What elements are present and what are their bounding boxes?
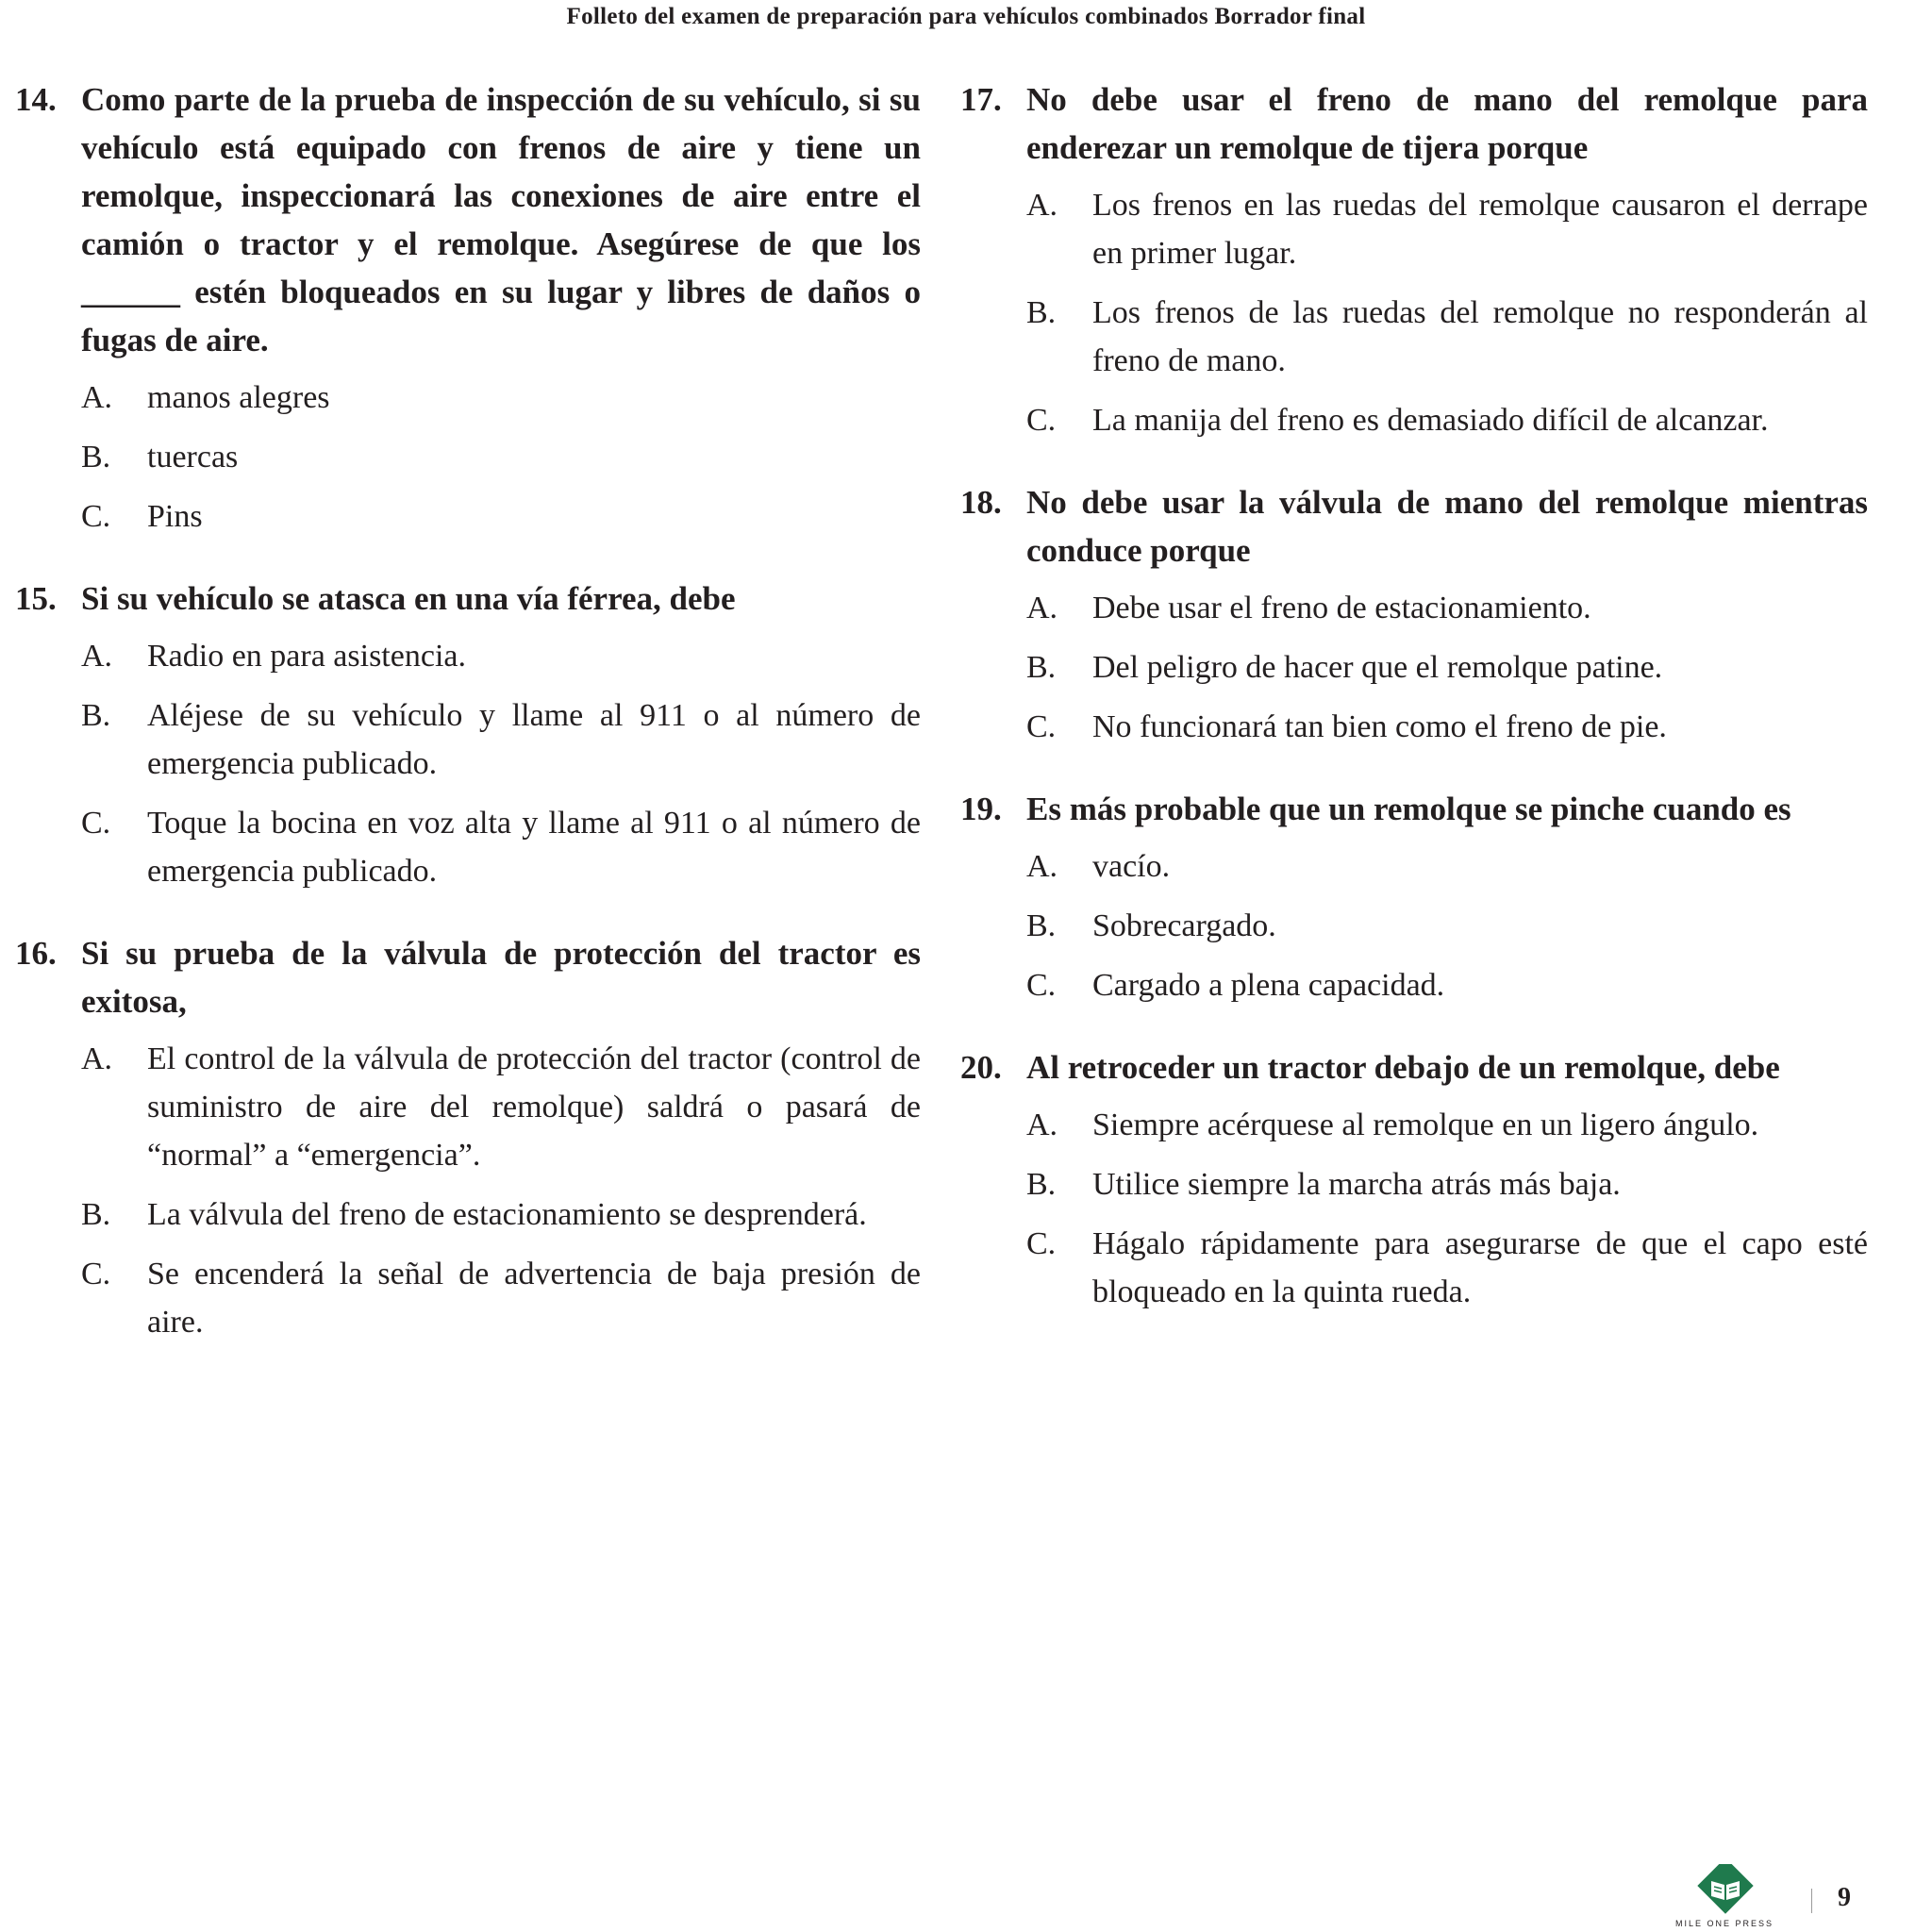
option-letter: B. [81, 440, 111, 475]
question-number: 16. [15, 935, 57, 972]
option-text: No funcionará tan bien como el freno de pie. [1092, 709, 1667, 744]
question-17 [960, 75, 1868, 444]
question-number: 15. [15, 580, 57, 617]
answer-option [15, 1250, 921, 1346]
option-text: Hágalo rápidamente para asegurarse de que el capo esté bloqueado en la quinta rueda. [1092, 1226, 1868, 1309]
option-letter: A. [81, 639, 113, 674]
question-15 [15, 575, 921, 895]
question-stem [960, 1043, 1868, 1091]
left-column [15, 75, 921, 1380]
option-text: Pins [147, 499, 203, 534]
option-text: tuercas [147, 440, 239, 475]
question-14 [15, 75, 921, 541]
mile-one-press-logo [1658, 1864, 1790, 1930]
option-letter: C. [1026, 968, 1057, 1003]
question-number: 18. [960, 484, 1002, 521]
option-text: Aléjese de su vehículo y llame al 911 o al número de emergencia publicado. [147, 698, 921, 781]
page-number: 9 [1838, 1883, 1851, 1912]
answer-option [15, 374, 921, 422]
right-column [960, 75, 1868, 1350]
question-18 [960, 478, 1868, 751]
question-text: No debe usar el freno de mano del remolque para enderezar un remolque de tijera porque [1026, 81, 1868, 166]
answer-option [960, 181, 1868, 277]
option-text: Utilice siempre la marcha atrás más baja. [1092, 1167, 1621, 1202]
question-number: 20. [960, 1049, 1002, 1086]
option-text: vacío. [1092, 849, 1171, 884]
option-text: Los frenos en las ruedas del remolque causaron el derrape en primer lugar. [1092, 188, 1868, 271]
logo-text: MILE ONE PRESS [1674, 1919, 1774, 1928]
option-text: Toque la bocina en voz alta y llame al 911 o al número de emergencia publicado. [147, 806, 921, 889]
option-letter: A. [1026, 591, 1058, 625]
option-letter: C. [81, 499, 111, 534]
option-text: Cargado a plena capacidad. [1092, 968, 1445, 1003]
answer-option [960, 1220, 1868, 1316]
option-letter: C. [81, 806, 111, 841]
option-letter: C. [1026, 1226, 1057, 1261]
answer-option [960, 961, 1868, 1009]
option-text: Se encenderá la señal de advertencia de baja presión de aire. [147, 1257, 921, 1340]
answer-option [15, 1035, 921, 1179]
answer-option [960, 842, 1868, 891]
question-stem [960, 478, 1868, 575]
question-text: Es más probable que un remolque se pinche cuando es [1026, 791, 1791, 827]
option-letter: B. [1026, 908, 1057, 943]
option-text: Sobrecargado. [1092, 908, 1276, 943]
question-number: 17. [960, 81, 1002, 118]
option-text: Siempre acérquese al remolque en un ligero ángulo. [1092, 1108, 1759, 1142]
option-letter: C. [1026, 709, 1057, 744]
answer-option [960, 289, 1868, 385]
answer-option [15, 799, 921, 895]
option-letter: A. [1026, 188, 1058, 223]
option-letter: A. [1026, 849, 1058, 884]
answer-option [960, 902, 1868, 950]
question-text: Al retroceder un tractor debajo de un remolque, debe [1026, 1049, 1780, 1086]
answer-option [960, 1160, 1868, 1208]
option-letter: A. [81, 380, 113, 415]
answer-option [15, 492, 921, 541]
footer-divider [1811, 1889, 1812, 1913]
option-letter: B. [1026, 650, 1057, 685]
question-text: Si su vehículo se atasca en una vía férrea, debe [81, 580, 736, 617]
answer-option [960, 584, 1868, 632]
option-letter: C. [81, 1257, 111, 1291]
question-text: Como parte de la prueba de inspección de su vehículo, si su vehículo está equipado con frenos de aire y tiene un remolque, inspeccionará las conexiones de aire entre el camión o tractor y el remolque. Asegúrese de que los ______ estén bloqueados en su lugar y libres de daños o fugas de aire. [81, 81, 921, 358]
answer-option [960, 703, 1868, 751]
option-text: Radio en para asistencia. [147, 639, 466, 674]
question-20 [960, 1043, 1868, 1316]
answer-option [960, 1101, 1868, 1149]
running-header: Folleto del examen de preparación para vehículos combinados Borrador final [566, 4, 1366, 29]
answer-option [15, 691, 921, 788]
question-number: 19. [960, 791, 1002, 827]
question-19 [960, 785, 1868, 1009]
option-letter: B. [81, 1197, 111, 1232]
question-stem [960, 75, 1868, 172]
option-letter: B. [81, 698, 111, 733]
answer-option [15, 1191, 921, 1239]
option-letter: C. [1026, 403, 1057, 438]
question-stem [15, 75, 921, 364]
answer-option [15, 632, 921, 680]
option-letter: A. [1026, 1108, 1058, 1142]
option-text: Los frenos de las ruedas del remolque no responderán al freno de mano. [1092, 295, 1868, 378]
question-text: No debe usar la válvula de mano del remolque mientras conduce porque [1026, 484, 1868, 569]
option-text: La manija del freno es demasiado difícil de alcanzar. [1092, 403, 1769, 438]
option-text: Del peligro de hacer que el remolque patine. [1092, 650, 1663, 685]
question-number: 14. [15, 81, 57, 118]
answer-option [15, 433, 921, 481]
question-stem [960, 785, 1868, 833]
option-text: manos alegres [147, 380, 330, 415]
answer-option [960, 643, 1868, 691]
question-text: Si su prueba de la válvula de protección del tractor es exitosa, [81, 935, 921, 1020]
option-text: El control de la válvula de protección del tractor (control de suministro de aire del remolque) saldrá o pasará de “normal” a “emergencia”. [147, 1041, 921, 1173]
question-stem [15, 575, 921, 623]
option-letter: A. [81, 1041, 113, 1076]
option-text: Debe usar el freno de estacionamiento. [1092, 591, 1591, 625]
question-16 [15, 929, 921, 1346]
option-letter: B. [1026, 1167, 1057, 1202]
option-text: La válvula del freno de estacionamiento se desprenderá. [147, 1197, 867, 1232]
option-letter: B. [1026, 295, 1057, 330]
question-stem [15, 929, 921, 1025]
answer-option [960, 396, 1868, 444]
